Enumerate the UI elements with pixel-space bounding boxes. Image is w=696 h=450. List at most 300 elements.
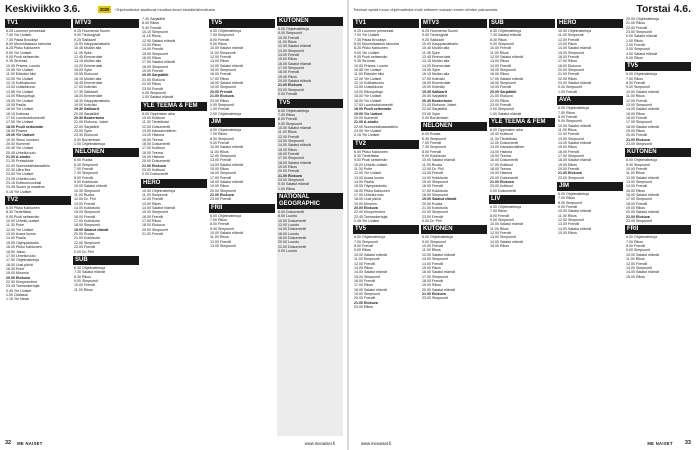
channel-header: TV1	[5, 19, 71, 28]
program-entry: 13.00 Simpsonit	[278, 138, 304, 143]
program-entry: 15.00 Rikos	[626, 188, 645, 193]
program-entry: 12.00 Yle Uutiset	[354, 171, 382, 176]
program-entry: 1.00 Ohjelmatietoja	[74, 141, 105, 146]
program-entry: 14.20 Emmerdale	[422, 63, 451, 68]
program-entry: 7.30 Simpsonit	[74, 171, 98, 176]
channel-header: TV5	[277, 99, 343, 108]
program-entry: 19.00 Rikos	[626, 206, 645, 211]
program-entry: 21.00 Kokkisota	[74, 236, 100, 241]
program-entry: 10.00 Salatut elämät	[278, 125, 311, 130]
program-entry: 16.00 Simpsonit	[210, 171, 236, 176]
program-entry: 7.00 Yle Uutiset	[6, 33, 32, 38]
program-entry: 21.00 Elokuva	[626, 137, 650, 142]
program-entry: 11.00 Rikos	[422, 248, 441, 253]
program-entry: 8.00 Ohjelmatietoja	[626, 158, 657, 163]
program-entry: 15.00 Simpsonit	[142, 51, 168, 56]
program-entry: 18.00 Frendit	[626, 201, 648, 206]
program-entry: 23.00 Rikos	[210, 98, 229, 103]
program-entry: 11.00 Ruoka	[74, 193, 95, 198]
program-entry: 7.35 Palaa Brooklyn	[354, 37, 387, 42]
program-entry: 12.00 Salatut elämät	[142, 38, 175, 43]
program-entry: 16.00 Frendit	[626, 115, 648, 120]
program-entry: 13.00 Frendit	[422, 171, 444, 176]
channel-header: LIV	[489, 195, 555, 204]
program-entry: 14.00 Salatut elämät	[626, 270, 659, 275]
year-badge: 2020	[100, 6, 110, 12]
program-entry: 21.00 Elokuva	[422, 291, 446, 296]
program-entry: 9.00 Rikos	[354, 248, 371, 253]
channel-header: KUTONEN	[421, 225, 487, 234]
program-entry: 23.30 Elokuvat	[74, 133, 98, 138]
program-entry: 15.05 Syke	[422, 68, 440, 73]
program-entry: 18.00 Dokumentti	[278, 236, 307, 241]
program-entry: 9.00 Frendit	[558, 205, 578, 210]
program-entry: 22.00 Dokumentti	[278, 244, 307, 249]
program-entry: 11.00 Rikos	[626, 257, 645, 262]
program-entry: 1.00 Rikos	[278, 186, 295, 191]
program-list	[141, 17, 207, 100]
program-entry: 17.00 Kokkisota	[422, 188, 448, 193]
program-entry: 12.00 Frendit	[142, 197, 164, 202]
program-entry: 21.00 Kokkisota	[422, 206, 448, 211]
program-entry: 14.20 Emmerdale	[74, 63, 103, 68]
program-entry: 13.55 Yle Uutiset	[6, 89, 34, 94]
program-entry: 22.00 Sunnuntaihaastattelu	[354, 124, 398, 129]
program-entry: 10.00 Salatut elämät	[626, 89, 659, 94]
program-entry: 6.00 Ohjelmatietoja	[278, 108, 309, 113]
program-entry: 23.00 Simpsonit	[626, 30, 652, 35]
website-link[interactable]: www.menaiset.fi	[304, 440, 335, 446]
program-entry: 18.00 Puoli seitsemän	[6, 124, 44, 129]
program-entry: 9.00 Yle Uutiset	[354, 50, 380, 55]
program-entry: 16.50 Jakso	[6, 249, 26, 254]
program-entry: 10.00 Ohjelmatietoja	[142, 188, 175, 193]
program-entry: 15.00 Rikos	[490, 244, 509, 249]
program-entry: 17.00 Rikos	[142, 219, 161, 224]
program-entry: 20.00 Ohjelmatietoja	[626, 17, 659, 21]
program-list	[73, 29, 139, 146]
program-entry: 14.00 Frendit	[422, 261, 444, 266]
program-list	[141, 189, 207, 237]
program-entry: 9.00 Simpsonit	[422, 239, 446, 244]
program-entry: 18.00 Uusi päivä	[354, 197, 381, 202]
program-entry: 20.00 Frendit	[626, 133, 648, 138]
program-entry: 12.00 Yle Uutiset	[354, 76, 382, 81]
program-entry: 10.55 Yle Uutiset	[6, 68, 34, 73]
program-entry: 15.05 Pasila	[6, 102, 26, 107]
program-entry: 19.00 Rikos	[278, 164, 297, 169]
program-list	[141, 112, 207, 177]
program-entry: 11.30 Puhe	[354, 166, 373, 171]
program-entry: 22.00 Frendit	[626, 25, 648, 30]
program-entry: 18.00 Salatut elämät	[210, 81, 243, 86]
program-entry: 19.00 Simpsonit	[210, 85, 236, 90]
program-entry: 12.10 Kotikatsomo	[6, 81, 36, 86]
program-entry: 16.00 Pikku Kakkonen	[354, 188, 390, 193]
program-entry: 16.15 Kotimaa	[6, 111, 30, 116]
program-entry: 23.00 Yle Uutiset	[354, 128, 382, 133]
program-entry: 21.00 Elokuva	[142, 163, 166, 168]
program-entry: 20.00 Kummeli	[354, 115, 378, 120]
listing-column	[489, 17, 555, 436]
program-entry: 10.55 Yle Uutiset	[354, 68, 382, 73]
program-entry: 19.00 Kotiväki	[74, 102, 97, 107]
program-entry: 10.00 Salatut elämät	[74, 184, 107, 189]
program-entry: 8.00 Frendit	[626, 244, 646, 249]
program-entry: 15.00 Rikos	[626, 274, 645, 279]
program-entry: 16.45 Emmerdale	[74, 81, 103, 86]
program-entry: 23.00 Yle Uutiset	[6, 172, 34, 177]
program-entry: 18.00 Puoli seitsemän	[354, 107, 392, 112]
program-entry: 20.00 Ruoka	[74, 232, 95, 237]
program-entry: 1.00 Salatut elämät	[490, 111, 521, 116]
program-entry: 14.00 Salatut elämät	[626, 107, 659, 112]
program-entry: 18.00 Elokuva	[558, 63, 581, 68]
program-entry: 21.00 Elokuva	[626, 214, 650, 219]
program-entry: 17.50 Yle Uutiset	[6, 120, 34, 125]
channel-header: YLE TEEMA & FEM	[141, 102, 207, 111]
program-entry: 19.00 Rikos	[210, 184, 229, 189]
program-entry: 12.00 Frendit	[558, 132, 580, 137]
program-entry: 13.00 Rikos	[354, 265, 373, 270]
program-entry: 9.25 Salkkarit	[422, 37, 444, 42]
program-entry: 15.00 Simpsonit	[422, 180, 448, 184]
program-entry: 21.00 Elokuva	[278, 173, 302, 178]
program-entry: 14.00 Salatut elämät	[210, 63, 243, 68]
program-entry: 11.00 Simpsonit	[354, 257, 380, 262]
program-list	[625, 158, 691, 223]
program-entry: 13.15 Mullan alla	[422, 59, 450, 64]
program-entry: 13.15 Mullan alla	[74, 59, 102, 64]
program-entry: 20.00 Simpsonit	[142, 227, 168, 232]
program-entry: 21.30 Pressiklubi	[6, 159, 34, 164]
program-entry: 18.00 Emmerdale	[74, 94, 103, 99]
program-entry: 12.00 Frendit	[354, 261, 376, 266]
program-entry: 23.45 Tarinankertojat	[354, 214, 388, 219]
program-entry: 14.00 Frendit	[278, 53, 300, 58]
program-entry: 17.00 Rikos	[354, 283, 373, 288]
channel-header: MTV3	[73, 19, 139, 28]
program-entry: 12.00 Frendit	[626, 261, 648, 266]
program-entry: 14.00 Rikosjuttuja	[354, 89, 383, 94]
program-entry: 10.00 Frendit	[74, 283, 96, 288]
program-entry: 23.00 Frendit	[422, 214, 444, 219]
program-entry: 13.00 Simpsonit	[422, 257, 448, 262]
program-entry: 10.00 Ohjelmatietoja	[558, 29, 591, 33]
program-entry: 8.00 Simpsonit	[558, 200, 582, 205]
program-entry: 20.00 Sarjatähti	[74, 111, 100, 116]
program-entry: 9.05 Puoli seitsemän	[354, 55, 388, 60]
program-entry: 12.00 Salatut elämät	[626, 175, 659, 180]
program-entry: 20.30 Bordertown	[74, 115, 105, 120]
program-entry: 6.25 Huomenta Suomi	[74, 29, 110, 33]
channel-header: JIM	[209, 118, 275, 127]
program-entry: 9.00 Simpsonit	[74, 278, 98, 283]
channel-header: HERO	[141, 179, 207, 188]
channel-header: TV1	[353, 19, 419, 28]
program-entry: 17.00 Rikos	[558, 59, 577, 64]
program-entry: 7.00 Simpsonit	[354, 239, 378, 244]
program-entry: 21.00 Elokuva	[354, 300, 378, 305]
program-entry: 8.30 Rikos	[74, 274, 91, 279]
program-entry: 8.00 Ohjelmatietoja	[278, 27, 309, 31]
program-entry: 20.00 Luonto	[278, 240, 299, 245]
program-entry: 12.00 Simpsonit	[210, 153, 236, 158]
program-entry: 8.00 Frendit	[490, 213, 510, 218]
program-entry: 10.00 Salatut elämät	[626, 252, 659, 257]
program-entry: 20.00 Salatut elämät	[278, 79, 311, 84]
program-entry: 6.00 Ohjelmatietoja	[626, 72, 657, 77]
program-entry: 19.00 Historia	[490, 171, 513, 176]
program-entry: 13.00 Simpsonit	[626, 102, 652, 107]
program-entry: 18.00 Frendit	[278, 70, 300, 75]
program-entry: 15.00 Yle Uutiset	[6, 98, 34, 103]
program-entry: 7.00 Rikos	[278, 112, 295, 117]
program-entry: 9.00 Tiedonjyvät	[74, 33, 101, 38]
channel-header: NELONEN	[73, 148, 139, 157]
program-entry: 13.00 Frendit	[210, 158, 232, 163]
program-entry: 14.00 Historia	[142, 133, 165, 138]
program-entry: 12.00 Simpsonit	[558, 218, 584, 223]
program-entry: 7.00 Simpsonit	[210, 33, 234, 38]
program-entry: 11.30 Tiedetiistai	[490, 136, 517, 141]
program-entry: 8.00 Frendit	[74, 175, 94, 180]
program-entry: 10.45 Mullan alla	[422, 46, 450, 51]
program-entry: 7.00 Frendit	[422, 140, 442, 145]
program-entry: 6.00 Ohjelmatietoja	[558, 106, 589, 111]
listing-column	[421, 17, 487, 436]
program-entry: 9.00 Puoli seitsemän	[354, 158, 388, 163]
program-list	[489, 29, 555, 116]
program-entry: 6.25 Huomenta Suomi	[422, 29, 458, 33]
program-entry: 19.00 Yle Uutiset	[354, 111, 383, 116]
program-entry: 20.00 Sarjatähti	[490, 89, 517, 94]
program-entry: 7.00 Rikos	[490, 209, 507, 214]
program-entry: 0.45 Yle Uutiset	[6, 288, 32, 293]
program-entry: 21.00 A-studio	[354, 120, 379, 125]
listing-column	[73, 17, 139, 436]
program-entry: 7.00 Rikos	[210, 218, 227, 223]
program-entry: 15.00 Teema	[142, 137, 163, 142]
program-entry: 7.30 Salatut elämät	[490, 33, 521, 38]
program-entry: 15.00 Simpsonit	[490, 68, 516, 73]
program-entry: 21.00 Elokuva: Jokeri	[74, 120, 109, 125]
program-entry: 14.00 Salatut elämät	[558, 46, 591, 51]
program-entry: 14.00 Salatut elämät	[278, 143, 311, 148]
program-entry: 6.00 Ruoka	[74, 158, 93, 163]
program-entry: 18.00 Simpsonit	[74, 223, 100, 228]
program-entry: 8.25 Pikku Kakkonen	[6, 46, 40, 51]
program-entry: 20.00 Sarjatähti	[422, 94, 448, 99]
program-entry: 11.00 Elämäni biisi	[6, 72, 36, 77]
website-link[interactable]: www.menaiset.fi	[361, 440, 392, 446]
program-entry: 15.00 Simpsonit	[354, 274, 380, 279]
program-entry: 23.00 Frendit	[74, 245, 96, 250]
program-entry: 9.40 Frendit	[142, 25, 162, 30]
program-entry: 14.00 Salatut elämät	[490, 239, 523, 244]
program-entry: 16.00 Salatut elämät	[626, 193, 659, 198]
program-entry: 21.00 Elokuva	[490, 180, 514, 184]
program-entry: 12.00 Yle Uutiset	[6, 76, 34, 81]
program-entry: 1.00 Salatut elämät	[142, 95, 173, 100]
program-entry: 12.45 Emmerdale	[422, 55, 451, 60]
program-entry: 19.00 Salatut elämät	[422, 197, 457, 202]
program-entry: 14.00 Pasila	[354, 180, 374, 184]
program-entry: 14.00 Frendit	[142, 47, 164, 52]
program-entry: 16.00 Rikos	[142, 56, 161, 61]
program-entry: 21.00 Elokuva	[210, 94, 234, 99]
program-entry: 14.00 Frendit	[626, 184, 648, 189]
program-entry: 8.30 Tiedetiistai	[6, 210, 31, 215]
program-entry: 9.00 Simpsonit	[490, 42, 514, 47]
program-entry: 17.50 Ohjelmatietoja	[6, 258, 39, 263]
program-entry: 22.00 Rikos	[558, 76, 577, 81]
program-entry: 13.00 Uutisikkuna	[6, 85, 35, 90]
program-entry: 6.30 Simpsonit	[422, 136, 446, 141]
program-entry: 6.00 Ohjelmatietoja	[210, 127, 241, 132]
program-entry: 1.00 Oddasat	[6, 292, 28, 297]
channel-header: AVA	[557, 96, 623, 105]
program-entry: 17.00 Simpsonit	[278, 156, 304, 161]
program-entry: 10.00 Salatut elämät	[210, 46, 243, 51]
program-entry: 9.05 Puoli seitsemän	[6, 55, 40, 60]
program-entry: 0.00 Simpsonit	[142, 90, 166, 95]
program-entry: 10.00 Salatut elämät	[558, 123, 591, 128]
program-entry: 7.30 Salatut elämät	[74, 270, 105, 275]
program-entry: 0.00 Simpsonit	[490, 107, 514, 112]
program-entry: 17.00 Simpsonit	[558, 153, 584, 158]
program-entry: 6.00 Ohjelmatietoja	[626, 235, 657, 240]
program-list	[625, 235, 691, 278]
program-entry: 19.00 Rikos	[422, 283, 441, 288]
listing-column	[353, 17, 419, 436]
program-list	[209, 214, 275, 249]
program-list	[421, 29, 487, 120]
program-entry: 12.00 Frendit	[210, 55, 232, 60]
program-entry: 22.00 Sunnuntaihaastattelu	[6, 163, 50, 168]
program-entry: 20.30 Bordertown	[422, 98, 453, 103]
program-list	[209, 128, 275, 202]
program-entry: 21.00 Frendit	[142, 232, 164, 237]
program-entry: 13.00 Uutisikkuna	[354, 85, 383, 90]
program-entry: 12.00 Dr. Phil	[422, 166, 444, 171]
program-list	[353, 150, 419, 224]
channel-header: SUB	[489, 19, 555, 28]
program-entry: 14.00 Kokkisota	[422, 175, 448, 180]
program-entry: 17.00 Kulttuuri	[142, 146, 166, 151]
program-entry: 6.00 Ohjelmatietoja	[490, 205, 521, 210]
program-entry: 16.00 Dokumentti	[142, 141, 171, 146]
program-entry: 21.00 Elokuva	[558, 171, 582, 176]
program-entry: 10.45 Mullan alla	[74, 46, 102, 51]
program-entry: 11.00 Rikos	[558, 213, 577, 218]
program-entry: 11.00 Rikos	[278, 130, 297, 135]
program-entry: 16.00 Yle Uutiset	[6, 107, 34, 112]
program-entry: 12.00 Frendit	[558, 37, 580, 42]
program-entry: 11.00 Rikos	[626, 171, 645, 176]
left-footer	[5, 439, 343, 447]
program-entry: 17.00 Urheiluruutu	[6, 253, 36, 258]
program-entry: 8.00 Ohjelmatietoja	[422, 235, 453, 240]
program-entry: 20.00 Frendit	[210, 89, 233, 94]
program-entry: 0.00 Bordertown	[422, 115, 449, 120]
program-entry: 11.00 Rikos	[210, 149, 229, 154]
program-entry: 20.00 Salatut elämät	[422, 287, 455, 292]
program-list	[625, 17, 691, 60]
program-entry: 7.00 Rikos	[558, 196, 575, 201]
program-entry: 13.00 Avara luonto	[354, 175, 384, 180]
program-entry: 11.00 Rikos	[626, 94, 645, 99]
program-list	[625, 72, 691, 146]
program-entry: 7.30 Simpsonit	[422, 145, 446, 150]
program-entry: 14.00 Kokkisota	[74, 206, 100, 211]
program-entry: 23.45 Tarinankertojat	[6, 284, 40, 289]
program-entry: 23.15 Kulttuuricocktail	[6, 181, 42, 186]
program-entry: 16.00 Dokumentti	[490, 158, 519, 163]
channel-header: JIM	[557, 182, 623, 191]
program-entry: 10.00 Salatut elämät	[490, 222, 523, 227]
program-entry: 8.00 Oppimisen aika	[490, 127, 523, 132]
listing-column	[141, 17, 207, 436]
program-entry: 7.00 Rikos	[210, 132, 227, 137]
program-entry: 15.00 Rikos	[278, 57, 297, 62]
program-entry: 20.00 Sarjatähti	[142, 73, 169, 78]
program-entry: 22.00 Sarjatähti	[422, 107, 448, 112]
program-entry: 1.00 Frendit	[210, 107, 230, 112]
program-entry: 10.00 Urheilu-uutiset	[354, 162, 388, 167]
program-entry: 12.00 Salatut elämät	[490, 55, 523, 60]
program-entry: 13.00 Rikos	[142, 43, 161, 48]
program-entry: 11.45 Syke	[422, 50, 440, 55]
program-entry: 5.00 Rikos	[626, 56, 643, 61]
program-entry: 21.00 Elokuva	[142, 77, 165, 82]
program-entry: 22.00 Sarjatähti	[74, 124, 100, 129]
program-entry: 19.00 Historia	[142, 154, 165, 159]
program-entry: 6.00 Ohjelmatietoja	[210, 213, 241, 218]
program-entry: 17.00 Kotiväki	[74, 85, 97, 90]
program-entry: 9.00 Rikos	[210, 42, 227, 47]
program-entry: 8.00 Oppimisen aika	[142, 111, 175, 116]
program-entry: 11.30 Puhe	[6, 223, 25, 228]
program-entry: 17.00 Kokkisota	[74, 219, 100, 224]
program-entry: 11.00 Simpsonit	[210, 50, 236, 55]
program-entry: 10.00 Salatut elämät	[558, 209, 591, 214]
program-entry: 4.00 Salatut elämät	[626, 51, 657, 56]
program-entry: 14.00 Pasila	[6, 236, 26, 241]
program-entry: 13.00 Simpsonit	[278, 48, 304, 53]
program-list	[5, 29, 71, 194]
program-entry: 19.00 Yle Uutiset	[6, 133, 35, 138]
program-entry: 14.00 Historia	[490, 149, 513, 154]
program-entry: 16.00 Frendit	[558, 55, 580, 60]
program-entry: 22.00 Simpsonit	[74, 240, 100, 245]
program-entry: 0.45 Yle Uutiset	[354, 219, 380, 224]
program-entry: 19.00 Frendit	[490, 85, 512, 90]
program-entry: 0.15 Yle Uutiset	[6, 189, 32, 194]
program-entry: 20.30 Yle Uutiset	[6, 146, 34, 151]
program-entry: 6.00 Ohjelmatietoja	[558, 192, 589, 196]
program-entry: 17.00 Salatut elämät	[490, 76, 523, 81]
program-entry: 9.00 Simpsonit	[278, 121, 302, 126]
program-entry: 10.05 Prisma: Luonto	[6, 63, 41, 68]
program-entry: 21.00 Frendit	[558, 72, 580, 77]
program-entry: 21.00 A-studio	[6, 154, 31, 159]
program-entry: 11.15 Rikos	[142, 34, 161, 39]
right-header	[353, 3, 691, 15]
program-entry: 0.00 Bordertown	[74, 137, 101, 142]
page-number: 32	[5, 440, 12, 446]
program-list	[277, 109, 343, 192]
